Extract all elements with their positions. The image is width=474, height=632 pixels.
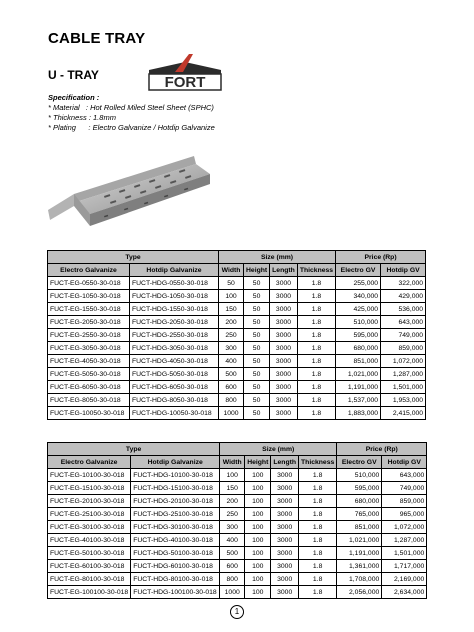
cell-thickness: 1.8 bbox=[299, 547, 337, 560]
header-thickness: Thickness bbox=[297, 264, 335, 277]
header-thickness: Thickness bbox=[299, 456, 337, 469]
cell-hotdip-price: 2,634,000 bbox=[382, 586, 427, 599]
cell-electro-price: 425,000 bbox=[336, 303, 381, 316]
cell-length: 3000 bbox=[270, 381, 298, 394]
cell-thickness: 1.8 bbox=[299, 534, 337, 547]
cell-hotdip-code: FUCT-HDG-1550-30-018 bbox=[130, 303, 219, 316]
cell-height: 100 bbox=[245, 586, 271, 599]
cell-length: 3000 bbox=[271, 508, 299, 521]
cell-hotdip-code: FUCT-HDG-25100-30-018 bbox=[131, 508, 220, 521]
cell-thickness: 1.8 bbox=[297, 277, 335, 290]
cell-electro-price: 255,000 bbox=[336, 277, 381, 290]
cell-thickness: 1.8 bbox=[299, 560, 337, 573]
logo-text: FORT bbox=[164, 74, 206, 91]
table-row bbox=[48, 407, 426, 420]
price-table-50 bbox=[47, 250, 426, 420]
cell-electro-code: FUCT-EG-10100-30-018 bbox=[48, 469, 131, 482]
cell-height: 100 bbox=[245, 560, 271, 573]
cell-electro-price: 765,000 bbox=[337, 508, 382, 521]
cell-hotdip-code: FUCT-HDG-60100-30-018 bbox=[131, 560, 220, 573]
table-row bbox=[48, 290, 426, 303]
cell-electro-price: 510,000 bbox=[337, 469, 382, 482]
cell-height: 50 bbox=[244, 355, 270, 368]
cell-thickness: 1.8 bbox=[297, 329, 335, 342]
cell-length: 3000 bbox=[270, 316, 298, 329]
cell-width: 100 bbox=[220, 469, 245, 482]
table-row bbox=[48, 547, 427, 560]
cell-electro-code: FUCT-EG-40100-30-018 bbox=[48, 534, 131, 547]
cell-hotdip-price: 749,000 bbox=[382, 482, 427, 495]
cell-hotdip-code: FUCT-HDG-80100-30-018 bbox=[131, 573, 220, 586]
cell-width: 250 bbox=[219, 329, 244, 342]
cell-hotdip-price: 1,072,000 bbox=[381, 355, 426, 368]
cell-electro-code: FUCT-EG-0550-30-018 bbox=[48, 277, 130, 290]
cell-hotdip-code: FUCT-HDG-8050-30-018 bbox=[130, 394, 219, 407]
cell-height: 50 bbox=[244, 407, 270, 420]
cell-width: 250 bbox=[220, 508, 245, 521]
cell-hotdip-code: FUCT-HDG-10050-30-018 bbox=[130, 407, 219, 420]
cell-hotdip-price: 2,169,000 bbox=[382, 573, 427, 586]
cell-width: 50 bbox=[219, 277, 244, 290]
cell-thickness: 1.8 bbox=[297, 290, 335, 303]
header-width: Width bbox=[219, 264, 244, 277]
cell-electro-code: FUCT-EG-80100-30-018 bbox=[48, 573, 131, 586]
cell-electro-price: 595,000 bbox=[337, 482, 382, 495]
table-body bbox=[48, 277, 426, 420]
cell-width: 100 bbox=[219, 290, 244, 303]
fort-logo bbox=[145, 52, 225, 92]
table-row bbox=[48, 521, 427, 534]
cell-electro-price: 510,000 bbox=[336, 316, 381, 329]
cell-width: 400 bbox=[220, 534, 245, 547]
cell-thickness: 1.8 bbox=[297, 303, 335, 316]
cell-thickness: 1.8 bbox=[297, 342, 335, 355]
table-body bbox=[48, 469, 427, 599]
cell-hotdip-code: FUCT-HDG-4050-30-018 bbox=[130, 355, 219, 368]
cell-length: 3000 bbox=[271, 560, 299, 573]
cell-electro-price: 851,000 bbox=[337, 521, 382, 534]
cell-hotdip-price: 1,953,000 bbox=[381, 394, 426, 407]
cell-width: 300 bbox=[220, 521, 245, 534]
cell-hotdip-code: FUCT-HDG-0550-30-018 bbox=[130, 277, 219, 290]
cell-electro-price: 851,000 bbox=[336, 355, 381, 368]
cell-electro-code: FUCT-EG-60100-30-018 bbox=[48, 560, 131, 573]
cell-electro-code: FUCT-EG-20100-30-018 bbox=[48, 495, 131, 508]
cell-hotdip-price: 322,000 bbox=[381, 277, 426, 290]
cell-hotdip-price: 2,415,000 bbox=[381, 407, 426, 420]
page-number: 1 bbox=[230, 605, 244, 619]
cell-length: 3000 bbox=[271, 573, 299, 586]
cell-hotdip-code: FUCT-HDG-40100-30-018 bbox=[131, 534, 220, 547]
cell-electro-code: FUCT-EG-50100-30-018 bbox=[48, 547, 131, 560]
cell-electro-code: FUCT-EG-100100-30-018 bbox=[48, 586, 131, 599]
cell-length: 3000 bbox=[270, 342, 298, 355]
table-row bbox=[48, 329, 426, 342]
cell-hotdip-price: 965,000 bbox=[382, 508, 427, 521]
cell-height: 50 bbox=[244, 368, 270, 381]
cell-height: 50 bbox=[244, 394, 270, 407]
header-type: Type bbox=[48, 443, 220, 456]
header-electro: Electro Galvanize bbox=[48, 456, 131, 469]
table-row bbox=[48, 508, 427, 521]
cell-electro-price: 1,361,000 bbox=[337, 560, 382, 573]
cell-electro-price: 1,708,000 bbox=[337, 573, 382, 586]
table-row bbox=[48, 482, 427, 495]
cell-length: 3000 bbox=[270, 368, 298, 381]
cell-electro-code: FUCT-EG-10050-30-018 bbox=[48, 407, 130, 420]
cell-electro-code: FUCT-EG-1550-30-018 bbox=[48, 303, 130, 316]
header-hotdip: Hotdip Galvanize bbox=[130, 264, 219, 277]
cell-length: 3000 bbox=[271, 586, 299, 599]
cell-electro-price: 1,021,000 bbox=[336, 368, 381, 381]
cell-hotdip-price: 643,000 bbox=[381, 316, 426, 329]
cell-length: 3000 bbox=[270, 329, 298, 342]
cell-hotdip-price: 643,000 bbox=[382, 469, 427, 482]
cell-thickness: 1.8 bbox=[299, 586, 337, 599]
header-height: Height bbox=[244, 264, 270, 277]
cell-electro-price: 680,000 bbox=[337, 495, 382, 508]
cell-width: 400 bbox=[219, 355, 244, 368]
cell-length: 3000 bbox=[270, 303, 298, 316]
cell-electro-code: FUCT-EG-6050-30-018 bbox=[48, 381, 130, 394]
cell-length: 3000 bbox=[271, 495, 299, 508]
cell-electro-code: FUCT-EG-5050-30-018 bbox=[48, 368, 130, 381]
cell-hotdip-price: 859,000 bbox=[381, 342, 426, 355]
cell-width: 1000 bbox=[219, 407, 244, 420]
cell-thickness: 1.8 bbox=[299, 508, 337, 521]
table-row bbox=[48, 573, 427, 586]
cell-height: 100 bbox=[245, 547, 271, 560]
cell-thickness: 1.8 bbox=[299, 521, 337, 534]
cell-thickness: 1.8 bbox=[297, 355, 335, 368]
cell-hotdip-code: FUCT-HDG-10100-30-018 bbox=[131, 469, 220, 482]
header-size: Size (mm) bbox=[220, 443, 337, 456]
cell-electro-price: 680,000 bbox=[336, 342, 381, 355]
cell-electro-code: FUCT-EG-3050-30-018 bbox=[48, 342, 130, 355]
cell-hotdip-code: FUCT-HDG-2050-30-018 bbox=[130, 316, 219, 329]
cell-length: 3000 bbox=[270, 394, 298, 407]
cell-width: 500 bbox=[220, 547, 245, 560]
cell-height: 50 bbox=[244, 381, 270, 394]
cable-tray-image bbox=[44, 150, 214, 242]
cell-thickness: 1.8 bbox=[299, 573, 337, 586]
cell-hotdip-price: 1,501,000 bbox=[382, 547, 427, 560]
product-subtitle: U - TRAY bbox=[48, 68, 99, 82]
header-hotdip-gv: Hotdip GV bbox=[381, 264, 426, 277]
cell-length: 3000 bbox=[270, 290, 298, 303]
cell-thickness: 1.8 bbox=[299, 482, 337, 495]
cell-height: 100 bbox=[245, 495, 271, 508]
header-size: Size (mm) bbox=[219, 251, 336, 264]
cell-thickness: 1.8 bbox=[297, 368, 335, 381]
table-row bbox=[48, 469, 427, 482]
cell-hotdip-code: FUCT-HDG-3050-30-018 bbox=[130, 342, 219, 355]
cell-length: 3000 bbox=[270, 277, 298, 290]
cell-width: 600 bbox=[219, 381, 244, 394]
cell-height: 50 bbox=[244, 342, 270, 355]
table-row bbox=[48, 277, 426, 290]
cell-width: 500 bbox=[219, 368, 244, 381]
cell-width: 200 bbox=[220, 495, 245, 508]
cell-hotdip-code: FUCT-HDG-50100-30-018 bbox=[131, 547, 220, 560]
cell-height: 100 bbox=[245, 573, 271, 586]
cell-height: 100 bbox=[245, 482, 271, 495]
cell-thickness: 1.8 bbox=[297, 381, 335, 394]
header-length: Length bbox=[271, 456, 299, 469]
cell-length: 3000 bbox=[271, 482, 299, 495]
cell-electro-price: 2,056,000 bbox=[337, 586, 382, 599]
header-electro-gv: Electro GV bbox=[337, 456, 382, 469]
cell-electro-code: FUCT-EG-2550-30-018 bbox=[48, 329, 130, 342]
cell-electro-price: 595,000 bbox=[336, 329, 381, 342]
cell-hotdip-code: FUCT-HDG-20100-30-018 bbox=[131, 495, 220, 508]
table-row bbox=[48, 342, 426, 355]
header-type: Type bbox=[48, 251, 219, 264]
cell-electro-code: FUCT-EG-15100-30-018 bbox=[48, 482, 131, 495]
cell-electro-price: 1,191,000 bbox=[337, 547, 382, 560]
header-length: Length bbox=[270, 264, 298, 277]
cell-width: 800 bbox=[219, 394, 244, 407]
table-row bbox=[48, 534, 427, 547]
header-width: Width bbox=[220, 456, 245, 469]
cell-thickness: 1.8 bbox=[299, 469, 337, 482]
cell-thickness: 1.8 bbox=[297, 394, 335, 407]
cell-height: 100 bbox=[245, 469, 271, 482]
cell-width: 300 bbox=[219, 342, 244, 355]
table-row bbox=[48, 394, 426, 407]
header-hotdip-gv: Hotdip GV bbox=[382, 456, 427, 469]
cell-length: 3000 bbox=[271, 534, 299, 547]
spec-thickness: * Thickness : 1.8mm bbox=[48, 113, 116, 122]
cell-height: 50 bbox=[244, 329, 270, 342]
cell-width: 600 bbox=[220, 560, 245, 573]
cell-electro-price: 1,883,000 bbox=[336, 407, 381, 420]
cell-hotdip-code: FUCT-HDG-2550-30-018 bbox=[130, 329, 219, 342]
cell-hotdip-price: 429,000 bbox=[381, 290, 426, 303]
cell-width: 150 bbox=[219, 303, 244, 316]
cell-thickness: 1.8 bbox=[299, 495, 337, 508]
header-price: Price (Rp) bbox=[337, 443, 427, 456]
cell-thickness: 1.8 bbox=[297, 407, 335, 420]
cell-electro-price: 1,021,000 bbox=[337, 534, 382, 547]
cell-length: 3000 bbox=[271, 469, 299, 482]
cell-width: 1000 bbox=[220, 586, 245, 599]
spec-material: * Material : Hot Rolled Miled Steel Sheet (SPHC) bbox=[48, 103, 214, 112]
cell-height: 100 bbox=[245, 508, 271, 521]
spec-heading: Specification : bbox=[48, 93, 100, 102]
header-price: Price (Rp) bbox=[336, 251, 426, 264]
spec-plating: * Plating : Electro Galvanize / Hotdip Galvanize bbox=[48, 123, 215, 132]
cell-hotdip-code: FUCT-HDG-100100-30-018 bbox=[131, 586, 220, 599]
cell-electro-code: FUCT-EG-4050-30-018 bbox=[48, 355, 130, 368]
header-electro: Electro Galvanize bbox=[48, 264, 130, 277]
table-row bbox=[48, 316, 426, 329]
cell-hotdip-price: 1,717,000 bbox=[382, 560, 427, 573]
cell-hotdip-price: 859,000 bbox=[382, 495, 427, 508]
specification bbox=[48, 93, 215, 133]
table-row bbox=[48, 381, 426, 394]
cell-hotdip-price: 1,501,000 bbox=[381, 381, 426, 394]
page-title: CABLE TRAY bbox=[48, 30, 146, 47]
header-electro-gv: Electro GV bbox=[336, 264, 381, 277]
cell-length: 3000 bbox=[270, 407, 298, 420]
cell-height: 50 bbox=[244, 303, 270, 316]
cell-electro-code: FUCT-EG-8050-30-018 bbox=[48, 394, 130, 407]
table-row bbox=[48, 303, 426, 316]
cell-electro-price: 1,537,000 bbox=[336, 394, 381, 407]
table-row bbox=[48, 586, 427, 599]
cell-hotdip-price: 749,000 bbox=[381, 329, 426, 342]
cell-electro-price: 340,000 bbox=[336, 290, 381, 303]
cell-hotdip-code: FUCT-HDG-1050-30-018 bbox=[130, 290, 219, 303]
cell-electro-price: 1,191,000 bbox=[336, 381, 381, 394]
cell-length: 3000 bbox=[271, 521, 299, 534]
cell-electro-code: FUCT-EG-25100-30-018 bbox=[48, 508, 131, 521]
header-height: Height bbox=[245, 456, 271, 469]
cell-length: 3000 bbox=[270, 355, 298, 368]
cell-width: 800 bbox=[220, 573, 245, 586]
cell-electro-code: FUCT-EG-1050-30-018 bbox=[48, 290, 130, 303]
cell-thickness: 1.8 bbox=[297, 316, 335, 329]
cell-electro-code: FUCT-EG-30100-30-018 bbox=[48, 521, 131, 534]
cell-height: 100 bbox=[245, 534, 271, 547]
cell-length: 3000 bbox=[271, 547, 299, 560]
header-hotdip: Hotdip Galvanize bbox=[131, 456, 220, 469]
cell-height: 100 bbox=[245, 521, 271, 534]
table-row bbox=[48, 560, 427, 573]
cell-hotdip-price: 1,072,000 bbox=[382, 521, 427, 534]
cell-hotdip-price: 1,287,000 bbox=[382, 534, 427, 547]
cell-electro-code: FUCT-EG-2050-30-018 bbox=[48, 316, 130, 329]
cell-width: 150 bbox=[220, 482, 245, 495]
cell-hotdip-price: 1,287,000 bbox=[381, 368, 426, 381]
cell-hotdip-code: FUCT-HDG-6050-30-018 bbox=[130, 381, 219, 394]
cell-hotdip-price: 536,000 bbox=[381, 303, 426, 316]
cell-width: 200 bbox=[219, 316, 244, 329]
cell-height: 50 bbox=[244, 277, 270, 290]
price-table-100 bbox=[47, 442, 427, 599]
cell-height: 50 bbox=[244, 290, 270, 303]
table-row bbox=[48, 368, 426, 381]
table-row bbox=[48, 355, 426, 368]
cell-hotdip-code: FUCT-HDG-15100-30-018 bbox=[131, 482, 220, 495]
cell-hotdip-code: FUCT-HDG-5050-30-018 bbox=[130, 368, 219, 381]
cell-height: 50 bbox=[244, 316, 270, 329]
cell-hotdip-code: FUCT-HDG-30100-30-018 bbox=[131, 521, 220, 534]
table-row bbox=[48, 495, 427, 508]
